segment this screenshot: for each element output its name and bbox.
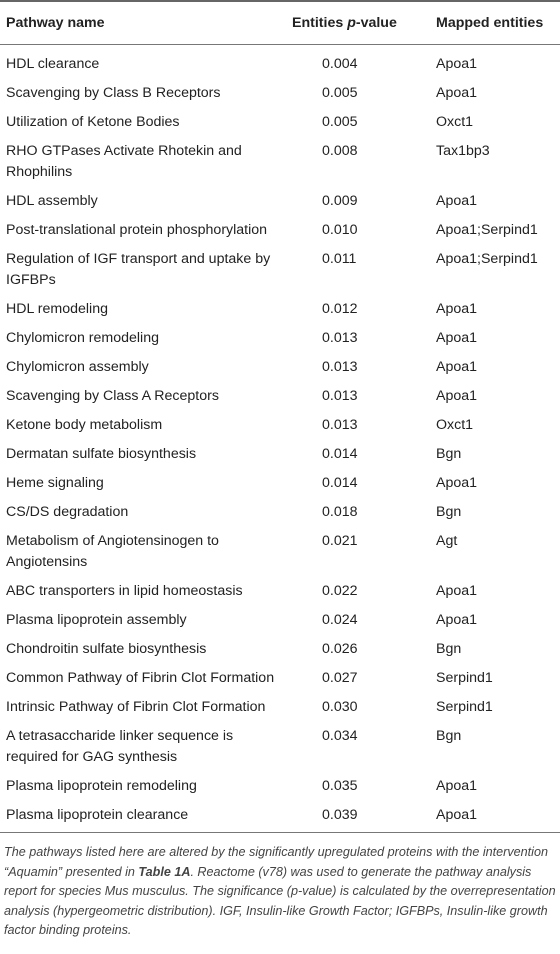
mapped-entities-cell: Bgn <box>436 641 462 657</box>
pathway-name-cell: RHO GTPases Activate Rhotekin and Rhophilins <box>6 143 242 180</box>
table-footnote <box>0 833 560 941</box>
mapped-entities-cell: Apoa1 <box>436 359 478 375</box>
table-row <box>0 693 560 722</box>
table-row <box>0 353 560 382</box>
table-row <box>0 722 560 772</box>
pathway-name-cell: Heme signaling <box>6 475 104 491</box>
pvalue-cell: 0.004 <box>322 56 358 72</box>
table-row <box>0 606 560 635</box>
pvalue-cell: 0.018 <box>322 504 358 520</box>
pvalue-cell: 0.012 <box>322 301 358 317</box>
pathway-name-cell: Scavenging by Class B Receptors <box>6 85 221 101</box>
pvalue-cell: 0.013 <box>322 388 358 404</box>
pathway-name-cell: A tetrasaccharide linker sequence is required for GAG synthesis <box>6 728 234 765</box>
pathway-name-cell: Regulation of IGF transport and uptake by IGFBPs <box>6 251 271 288</box>
mapped-entities-cell: Apoa1 <box>436 330 478 346</box>
pathway-name-cell: Utilization of Ketone Bodies <box>6 114 180 130</box>
footnote-text-2: . Reactome (v78) was used to generate the pathway analysis report for species Mus musculus. The significance (p-value) is calculated by the overrepresentation analysis (hypergeometric distribution). IGF, Insulin-like Growth Factor; IGFBPs, Insulin-like growth factor binding proteins. <box>4 864 556 937</box>
header-entities-pvalue <box>286 1 421 45</box>
mapped-entities-cell: Apoa1;Serpind1 <box>436 251 538 267</box>
pathway-name-cell: Scavenging by Class A Receptors <box>6 388 219 404</box>
table-row <box>0 801 560 833</box>
table-row <box>0 324 560 353</box>
mapped-entities-cell: Apoa1 <box>436 193 478 209</box>
pvalue-cell: 0.034 <box>322 728 358 744</box>
mapped-entities-cell: Apoa1 <box>436 475 478 491</box>
pathway-name-cell: Plasma lipoprotein assembly <box>6 612 187 628</box>
mapped-entities-cell: Oxct1 <box>436 417 474 433</box>
mapped-entities-cell: Serpind1 <box>436 699 493 715</box>
header-pvalue-suffix: -value <box>355 15 397 31</box>
table-row <box>0 295 560 324</box>
table-row <box>0 664 560 693</box>
pathway-name-cell: Intrinsic Pathway of Fibrin Clot Formation <box>6 699 266 715</box>
mapped-entities-cell: Apoa1 <box>421 801 560 833</box>
table-row <box>0 527 560 577</box>
table-row <box>0 79 560 108</box>
header-pathway-name: Pathway name <box>0 1 286 45</box>
header-mapped-entities: Mapped entities <box>421 1 560 45</box>
pathway-name-cell: Chondroitin sulfate biosynthesis <box>6 641 207 657</box>
footnote-text-1: The pathways listed here are altered by the significantly upregulated proteins with the intervention “Aquamin” presented in <box>4 845 548 879</box>
header-pvalue-prefix: Entities <box>292 15 348 31</box>
pvalue-cell: 0.013 <box>322 359 358 375</box>
pathway-name-cell: Post-translational protein phosphorylation <box>6 222 268 238</box>
pathway-name-cell: Plasma lipoprotein clearance <box>0 801 286 833</box>
table-row <box>0 45 560 80</box>
table-row <box>0 411 560 440</box>
footnote-table-reference: Table 1A <box>138 864 191 879</box>
pvalue-cell: 0.005 <box>322 85 358 101</box>
table-row <box>0 187 560 216</box>
table-row <box>0 577 560 606</box>
table-row <box>0 635 560 664</box>
pvalue-cell: 0.008 <box>322 143 358 159</box>
pathway-name-cell: Chylomicron assembly <box>6 359 149 375</box>
pathway-name-cell: CS/DS degradation <box>6 504 129 520</box>
table-row <box>0 440 560 469</box>
pathway-name-cell: HDL remodeling <box>6 301 108 317</box>
table-row <box>0 772 560 801</box>
pvalue-cell: 0.014 <box>322 475 358 491</box>
pathway-name-cell: Metabolism of Angiotensinogen to Angiotensins <box>6 533 219 570</box>
table-row <box>0 137 560 187</box>
table-row <box>0 245 560 295</box>
pvalue-cell: 0.039 <box>286 801 421 833</box>
pvalue-cell: 0.013 <box>322 330 358 346</box>
mapped-entities-cell: Apoa1 <box>436 85 478 101</box>
pvalue-cell: 0.024 <box>322 612 358 628</box>
table-row <box>0 216 560 245</box>
table-row <box>0 469 560 498</box>
header-row <box>0 1 560 45</box>
table-header <box>0 1 560 45</box>
pvalue-cell: 0.013 <box>322 417 358 433</box>
pathway-name-cell: HDL assembly <box>6 193 98 209</box>
mapped-entities-cell: Apoa1 <box>436 583 478 599</box>
mapped-entities-cell: Agt <box>436 533 458 549</box>
pathway-name-cell: Ketone body metabolism <box>6 417 163 433</box>
pathway-name-cell: HDL clearance <box>6 56 100 72</box>
mapped-entities-cell: Serpind1 <box>436 670 493 686</box>
mapped-entities-cell: Bgn <box>436 504 462 520</box>
pathway-name-cell: Plasma lipoprotein remodeling <box>6 778 197 794</box>
pathway-name-cell: Common Pathway of Fibrin Clot Formation <box>6 670 275 686</box>
table-body <box>0 45 560 833</box>
pathway-name-cell: Dermatan sulfate biosynthesis <box>6 446 197 462</box>
mapped-entities-cell: Oxct1 <box>436 114 474 130</box>
pvalue-cell: 0.010 <box>322 222 358 238</box>
pvalue-cell: 0.009 <box>322 193 358 209</box>
pvalue-cell: 0.027 <box>322 670 358 686</box>
pvalue-cell: 0.011 <box>322 251 357 267</box>
mapped-entities-cell: Apoa1 <box>436 388 478 404</box>
pvalue-cell: 0.030 <box>322 699 358 715</box>
pvalue-cell: 0.035 <box>322 778 358 794</box>
mapped-entities-cell: Apoa1 <box>436 778 478 794</box>
mapped-entities-cell: Apoa1 <box>436 612 478 628</box>
pathway-name-cell: Chylomicron remodeling <box>6 330 159 346</box>
table-row <box>0 108 560 137</box>
pathway-name-cell: ABC transporters in lipid homeostasis <box>6 583 243 599</box>
mapped-entities-cell: Apoa1 <box>436 56 478 72</box>
mapped-entities-cell: Apoa1 <box>436 301 478 317</box>
pvalue-cell: 0.005 <box>322 114 358 130</box>
mapped-entities-cell: Tax1bp3 <box>436 143 490 159</box>
pvalue-cell: 0.014 <box>322 446 358 462</box>
mapped-entities-cell: Bgn <box>436 728 462 744</box>
pvalue-cell: 0.021 <box>322 533 358 549</box>
pvalue-cell: 0.026 <box>322 641 358 657</box>
pvalue-cell: 0.022 <box>322 583 358 599</box>
mapped-entities-cell: Apoa1;Serpind1 <box>436 222 538 238</box>
mapped-entities-cell: Bgn <box>436 446 462 462</box>
table-row <box>0 498 560 527</box>
header-pvalue-italic: p <box>347 15 356 31</box>
table-row <box>0 382 560 411</box>
